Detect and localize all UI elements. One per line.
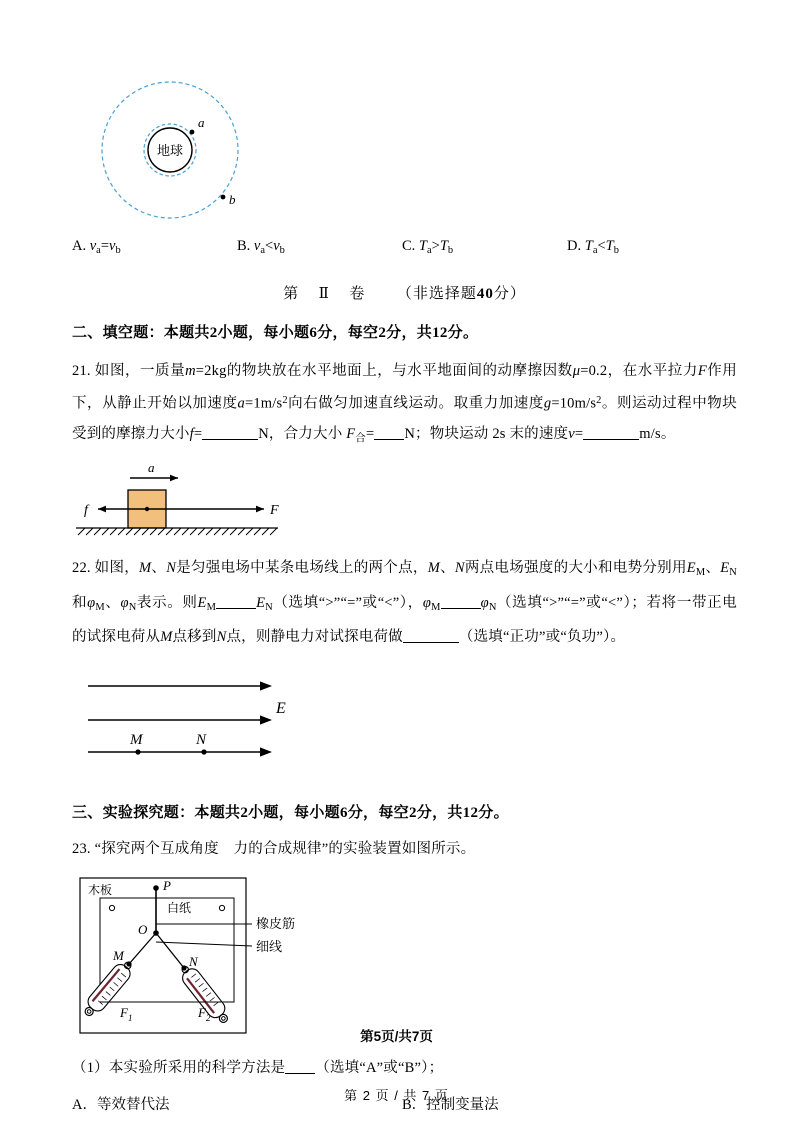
q22-phiM2: φ [422, 594, 432, 611]
figure-earth-orbits [72, 72, 737, 242]
option-A-var2: v [109, 238, 116, 254]
q22-blank-work[interactable] [403, 642, 459, 643]
q21-velocity-symbol: v [568, 425, 575, 442]
q21-mu-value: =0.2 [580, 363, 608, 379]
option-C-rel: > [431, 238, 440, 254]
satellite-b-label: b [229, 192, 236, 207]
pin-hole-left [109, 906, 114, 911]
q22-phiN2: φ [480, 594, 489, 611]
q23-option-A[interactable]: A．等效替代法 [72, 1097, 170, 1114]
pin-hole-right [219, 906, 224, 911]
section-three-n4: 12 [462, 805, 479, 822]
q21-t6: 。则运动过程中物块受到的摩擦力大小 [72, 395, 737, 442]
q21-blank-friction[interactable] [202, 439, 258, 440]
section-three-heading [72, 801, 737, 822]
q22-t2: 、 [151, 559, 167, 576]
q22-blank-field[interactable] [216, 608, 256, 609]
q22-t9: 表示。则 [136, 594, 198, 611]
q20-options-row [72, 238, 737, 264]
q22-EN1: E [720, 559, 730, 576]
point-N-dot [201, 750, 206, 755]
section-two-n4: 12 [432, 325, 448, 341]
satellite-a-dot [190, 130, 195, 135]
section-two-n1: 2 [209, 325, 218, 341]
section-three-mid1: 小题，每小题 [248, 805, 340, 822]
rubber-band-callout: 橡皮筋 [256, 916, 296, 932]
q21-t1: 如图，一质量 [94, 363, 186, 379]
section-two-n3: 2 [378, 325, 387, 341]
volume-heading-roman: Ⅱ [318, 286, 330, 302]
q22-phiM2-sub: M [431, 601, 441, 613]
q21-friction-eq: = [193, 425, 203, 442]
section-two-mid3: 分，共 [386, 325, 433, 341]
option-B-sub2: b [279, 244, 285, 256]
q22-phiN1: φ [120, 594, 129, 611]
earth-label: 地球 [156, 143, 184, 158]
q21-number: 21. [72, 363, 91, 379]
option-C-sub2: b [447, 244, 454, 256]
option-B-rel: < [265, 238, 274, 254]
volume-heading-part3: （非选择题 [396, 286, 477, 302]
option-C-var1: T [418, 238, 427, 254]
q23-sub1-tail: （选填“A”或“B”）； [315, 1060, 444, 1077]
friction-arrow-head [98, 505, 106, 512]
q21-unit-n1: N，合力大小 [258, 425, 343, 442]
volume-heading-part4: 分） [493, 286, 526, 302]
q22-blank-potential[interactable] [441, 608, 481, 609]
q21-gravity-value: =10m/s [551, 395, 597, 412]
option-A-letter: A. [72, 238, 87, 254]
section-two-mid2: 分，每空 [317, 325, 379, 341]
string-callout: 细线 [256, 939, 283, 955]
section-two-mid1: 小题，每小题 [217, 325, 310, 341]
q21-resultant-eq: = [365, 425, 375, 442]
q21-t3: ，在水平拉力 [607, 363, 698, 379]
document-page-footer: 第 2 页 / 共 7 页 [344, 1088, 449, 1103]
option-D-sub1: a [592, 244, 598, 256]
q21-blank-resultant[interactable] [374, 439, 404, 440]
q22-M2: M [427, 559, 440, 576]
q22-N2: N [454, 559, 465, 576]
volume-heading-part2: 卷 [349, 286, 366, 302]
question-22-text [72, 553, 737, 653]
option-D-letter: D. [567, 238, 582, 254]
option-A-sub2: b [115, 244, 121, 256]
q22-comma: ， [407, 594, 423, 611]
q23-sub1-blank[interactable] [285, 1073, 315, 1074]
q22-EN2-sub: N [265, 601, 273, 613]
q21-t2: 的物块放在水平地面上，与水平地面间的动摩擦因数 [226, 363, 573, 379]
q21-friction-symbol: f [189, 425, 194, 442]
q22-choice2: （选填“>”“=”或“<”）；若将一带正电的试探电荷从 [72, 594, 737, 646]
acceleration-arrow-head [170, 474, 178, 481]
volume-heading-part1: 第 [283, 286, 300, 302]
question-23-text [72, 834, 737, 864]
q22-phiN2-sub: N [488, 601, 497, 613]
option-C-letter: C. [402, 238, 416, 254]
section-three-mid3: 分，共 [416, 805, 463, 822]
q21-accel-value: =1m/s [244, 395, 283, 412]
q22-t10: 点移到 [172, 629, 217, 646]
option-D-var1: T [584, 238, 593, 254]
point-P-label: P [163, 878, 171, 894]
figure-force-composition-apparatus [72, 872, 737, 1047]
q23-sub1-stem: （1）本实验所采用的科学方法是 [72, 1060, 286, 1077]
q21-resultant-symbol: F [346, 425, 356, 442]
q22-EM2-sub: M [206, 601, 217, 613]
q21-accel-exp: 2 [282, 395, 288, 406]
q22-number: 22. [72, 559, 91, 576]
q22-EM1-sub: M [695, 566, 706, 578]
option-A-rel: = [100, 238, 109, 254]
force-F1-label: $F_1$ [120, 1005, 133, 1024]
q21-gravity-symbol: g [543, 395, 552, 412]
option-D-var2: T [605, 238, 614, 254]
q21-mass-symbol: m [185, 363, 196, 379]
q22-t1: 如图， [94, 559, 140, 576]
q22-t5: 两点电场强度的大小和电势分别用 [464, 559, 687, 576]
apparatus-point-N-label: N [189, 954, 198, 970]
q22-t4: 、 [439, 559, 455, 576]
volume-heading-score: 40 [476, 286, 494, 302]
option-C[interactable] [402, 238, 453, 256]
field-line-2-arrow [260, 716, 272, 725]
q21-velocity-eq: = [574, 425, 584, 442]
satellite-a-label: a [198, 115, 205, 130]
inner-page-footer: 第5页/共7页 [360, 1029, 433, 1044]
spring-scale-1 [80, 958, 137, 1024]
section-two-prefix: 二、填空题：本题共 [72, 325, 210, 341]
option-B-sub1: a [260, 244, 265, 256]
option-A-var1: v [89, 238, 97, 254]
board-label: 木板 [88, 883, 113, 898]
q21-blank-velocity[interactable] [583, 439, 639, 440]
section-three-mid2: 分，每空 [347, 805, 409, 822]
q22-N1: N [166, 559, 177, 576]
force-F2-label: $F_2$ [198, 1005, 211, 1024]
point-M-dot [135, 750, 140, 755]
q22-t3: 是匀强电场中某条电场线上的两个点， [176, 559, 428, 576]
point-O-label: O [138, 922, 148, 938]
q23-option-B[interactable]: B．控制变量法 [402, 1097, 499, 1114]
string-ON [156, 933, 184, 968]
q22-choice3: （选填“正功”或“负功”）。 [458, 629, 626, 646]
q22-t11: 点，则静电力对试探电荷做 [226, 629, 403, 646]
block-ground-svg [72, 462, 372, 542]
figure-block-on-ground [72, 462, 737, 547]
q22-t7: 和 [72, 594, 88, 611]
section-three-n2: 6 [339, 805, 348, 822]
section-two-suffix: 分。 [447, 325, 479, 341]
option-B-var1: v [253, 238, 261, 254]
q22-EN1-sub: N [729, 566, 737, 578]
q22-phiN1-sub: N [128, 601, 137, 613]
q21-t4: 作用下，从静止开始以加速度 [72, 363, 737, 412]
paper-label: 白纸 [167, 901, 192, 916]
acceleration-label: a [148, 461, 155, 475]
section-two-heading [72, 321, 737, 342]
section-three-n1: 2 [240, 805, 249, 822]
string-OM [129, 933, 156, 964]
q23-stem: “探究两个互成角度 力的合成规律”的实验装置如图所示。 [94, 841, 476, 858]
q21-accel-symbol: a [237, 395, 245, 412]
q22-N3: N [216, 629, 227, 646]
option-C-var2: T [439, 238, 448, 254]
q22-M1: M [139, 559, 152, 576]
option-A-sub1: a [96, 244, 101, 256]
field-lines-svg [72, 668, 372, 778]
section-three-n3: 2 [408, 805, 417, 822]
field-strength-label: E [276, 700, 286, 718]
q21-unit-n2: N；物块运动 2s 末的速度 [404, 425, 569, 442]
q21-gravity-exp: 2 [596, 395, 602, 406]
apparatus-point-M-label: M [113, 948, 124, 964]
section-three-suffix: 分。 [478, 805, 509, 822]
q22-t6: 、 [705, 559, 721, 576]
q21-unit-v: m/s。 [639, 425, 676, 442]
figure-electric-field-lines [72, 668, 737, 783]
q22-EN2: E [256, 594, 266, 611]
q22-t8: 、 [104, 594, 121, 611]
applied-force-label: F [270, 502, 279, 518]
option-B-var2: v [273, 238, 280, 254]
apparatus-svg [72, 872, 402, 1042]
q23-sub1-text [72, 1053, 737, 1083]
option-B-letter: B. [237, 238, 251, 254]
section-two-n2: 6 [309, 325, 318, 341]
volume-heading [72, 282, 737, 303]
field-line-3-arrow [260, 748, 272, 757]
q21-force-symbol: F [697, 363, 707, 379]
satellite-b-dot [221, 195, 226, 200]
q21-resultant-sub: 合 [355, 432, 366, 444]
point-M-label: M [130, 732, 143, 749]
spring-scale-1-ring-inner [87, 1009, 92, 1014]
option-D-sub2: b [613, 244, 619, 256]
option-A[interactable] [72, 238, 121, 256]
field-line-1-arrow [260, 682, 272, 691]
point-N-label: N [196, 732, 207, 749]
q22-choice1: （选填“>”“=”或“<”） [272, 594, 408, 611]
spring-scale-2-ring-inner [221, 1016, 226, 1021]
string-leader [156, 942, 252, 946]
page-content [72, 0, 737, 1117]
option-B[interactable] [237, 238, 285, 256]
q22-phiM1: φ [87, 594, 96, 611]
q21-mass-value: =2kg [195, 363, 227, 379]
option-D-rel: < [597, 238, 606, 254]
option-D[interactable] [567, 238, 619, 256]
question-21-text [72, 356, 737, 454]
q22-EM2: E [197, 594, 207, 611]
friction-label: f [84, 502, 88, 518]
q21-t5: 向右做匀加速直线运动。取重力加速度 [287, 395, 544, 412]
q22-phiM1-sub: M [95, 601, 105, 613]
section-three-prefix: 三、实验探究题：本题共 [72, 805, 241, 822]
q23-number: 23. [72, 841, 91, 858]
applied-force-arrow-head [256, 505, 264, 512]
q22-M3: M [160, 629, 173, 646]
earth-orbit-svg [72, 72, 332, 242]
ground-hatching [78, 528, 277, 535]
q22-EM1: E [686, 559, 696, 576]
q21-mu-symbol: μ [572, 363, 581, 379]
option-C-sub1: a [427, 244, 432, 256]
